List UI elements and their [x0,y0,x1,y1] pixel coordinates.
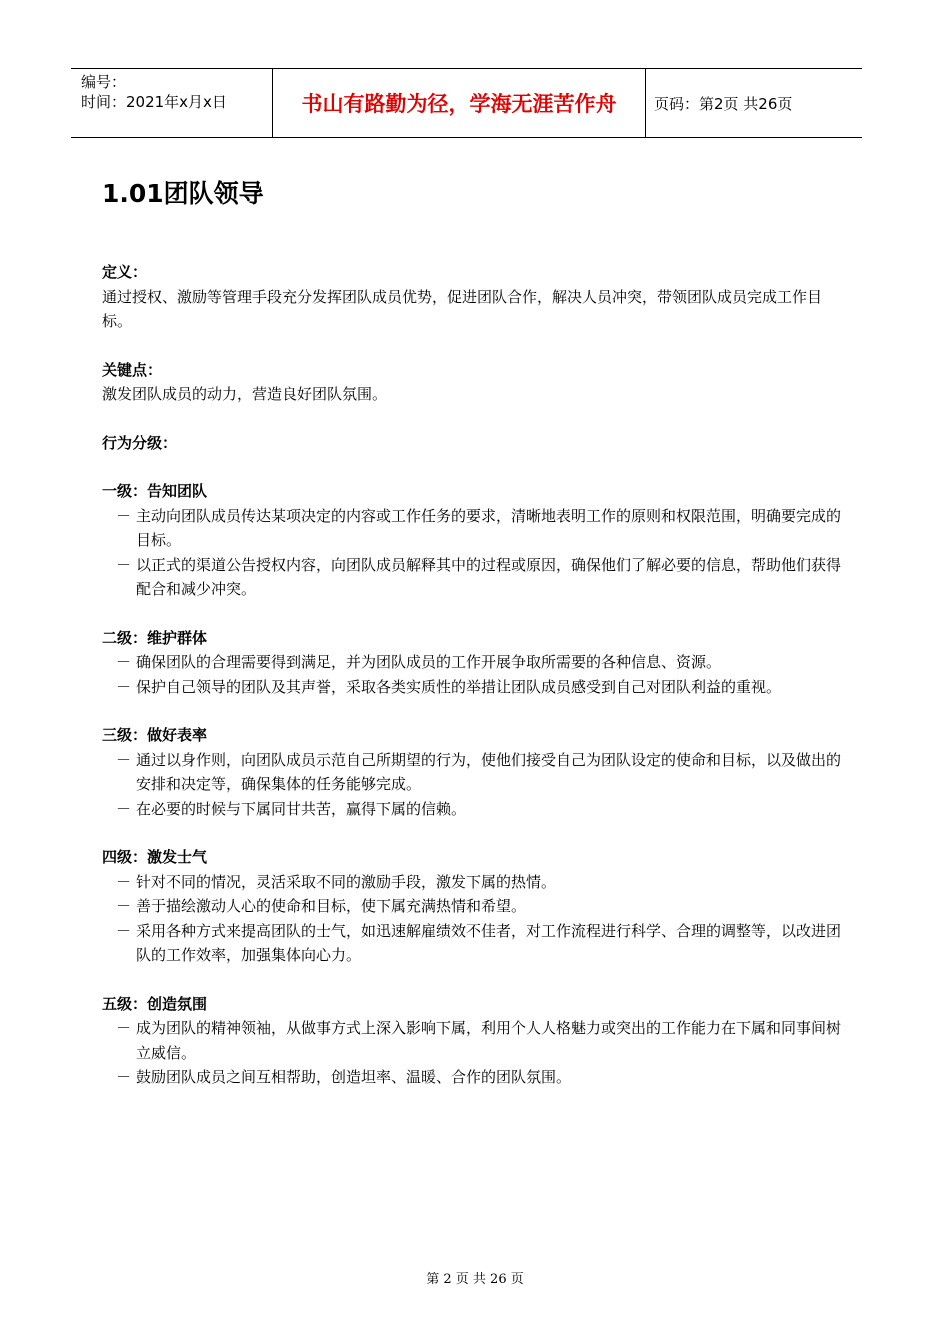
bullet-dash: － [116,1019,132,1037]
level-heading: 一级：告知团队 [102,482,208,500]
level-heading: 三级：做好表率 [102,726,208,744]
level-block [102,845,844,968]
bullet-dash: － [116,653,132,671]
header-motto: 书山有路勤为径，学海无涯苦作舟 [273,69,646,137]
level-item-text: 成为团队的精神领袖，从做事方式上深入影响下属，利用个人人格魅力或突出的工作能力在下属和同事间树立威信。 [136,1019,842,1062]
level-item-text: 采用各种方式来提高团队的士气，如迅速解雇绩效不佳者，对工作流程进行科学、合理的调整等，以改进团队的工作效率，加强集体向心力。 [136,921,842,964]
bullet-dash: － [116,897,132,915]
level-item-text: 在必要的时候与下属同甘共苦，赢得下属的信赖。 [136,799,467,818]
level-heading: 五级：创造氛围 [102,994,208,1013]
level-item-text: 通过以身作则，向团队成员示范自己所期望的行为，使他们接受自己为团队设定的使命和目标，以及做出的安排和决定等，确保集体的任务能够完成。 [136,750,842,793]
level-item [102,870,844,895]
level-item [102,748,844,797]
levels-heading: 行为分级： [102,433,178,452]
level-block [102,626,844,700]
bullet-dash: － [116,506,132,525]
document-body [102,260,844,1090]
level-heading: 二级：维护群体 [102,628,208,647]
bullet-dash: － [116,872,132,891]
level-item [102,553,844,602]
level-item-text: 确保团队的合理需要得到满足，并为团队成员的工作开展争取所需要的各种信息、资源。 [136,653,722,671]
document-number-label: 编号： [81,73,127,91]
level-heading: 四级：激发士气 [102,848,208,866]
level-item [102,919,844,968]
level-item [102,650,844,675]
header-meta [71,69,273,137]
header-page-number: 页码：第2页 共26页 [654,94,793,113]
level-block [102,992,844,1090]
level-item-text: 善于描绘激动人心的使命和目标，使下属充满热情和希望。 [136,897,527,915]
level-item [102,1016,844,1065]
bullet-dash: － [116,750,132,769]
keypoint-text: 激发团队成员的动力，营造良好团队氛围。 [102,385,388,403]
level-item [102,797,844,822]
level-item-text: 以正式的渠道公告授权内容，向团队成员解释其中的过程或原因，确保他们了解必要的信息，帮助他们获得配合和减少冲突。 [136,555,842,598]
page-header [71,68,862,138]
definition-heading: 定义： [102,263,148,281]
bullet-dash: － [116,1068,132,1086]
keypoint-heading: 关键点： [102,360,163,379]
bullet-dash: － [116,799,132,818]
level-item-text: 针对不同的情况，灵活采取不同的激励手段，激发下属的热情。 [136,872,557,891]
level-block [102,479,844,602]
level-item-text: 鼓励团队成员之间互相帮助，创造坦率、温暖、合作的团队氛围。 [136,1068,572,1086]
document-time-label: 时间：2021年x月x日 [81,93,227,111]
page-footer: 第 2 页 共 26 页 [426,1272,524,1287]
bullet-dash: － [116,677,132,696]
level-item [102,675,844,700]
bullet-dash: － [116,555,132,574]
behavior-levels [102,479,844,1090]
level-item [102,504,844,553]
definition-text: 通过授权、激励等管理手段充分发挥团队成员优势，促进团队合作，解决人员冲突，带领团队成员完成工作目标。 [102,287,823,330]
level-item-text: 主动向团队成员传达某项决定的内容或工作任务的要求，清晰地表明工作的原则和权限范围，明确要完成的目标。 [136,506,842,549]
section-title: 1.01团队领导 [102,179,264,208]
bullet-dash: － [116,921,132,940]
level-item [102,1065,844,1090]
level-item [102,894,844,919]
level-block [102,723,844,821]
level-item-text: 保护自己领导的团队及其声誉，采取各类实质性的举措让团队成员感受到自己对团队利益的重视。 [136,677,782,696]
